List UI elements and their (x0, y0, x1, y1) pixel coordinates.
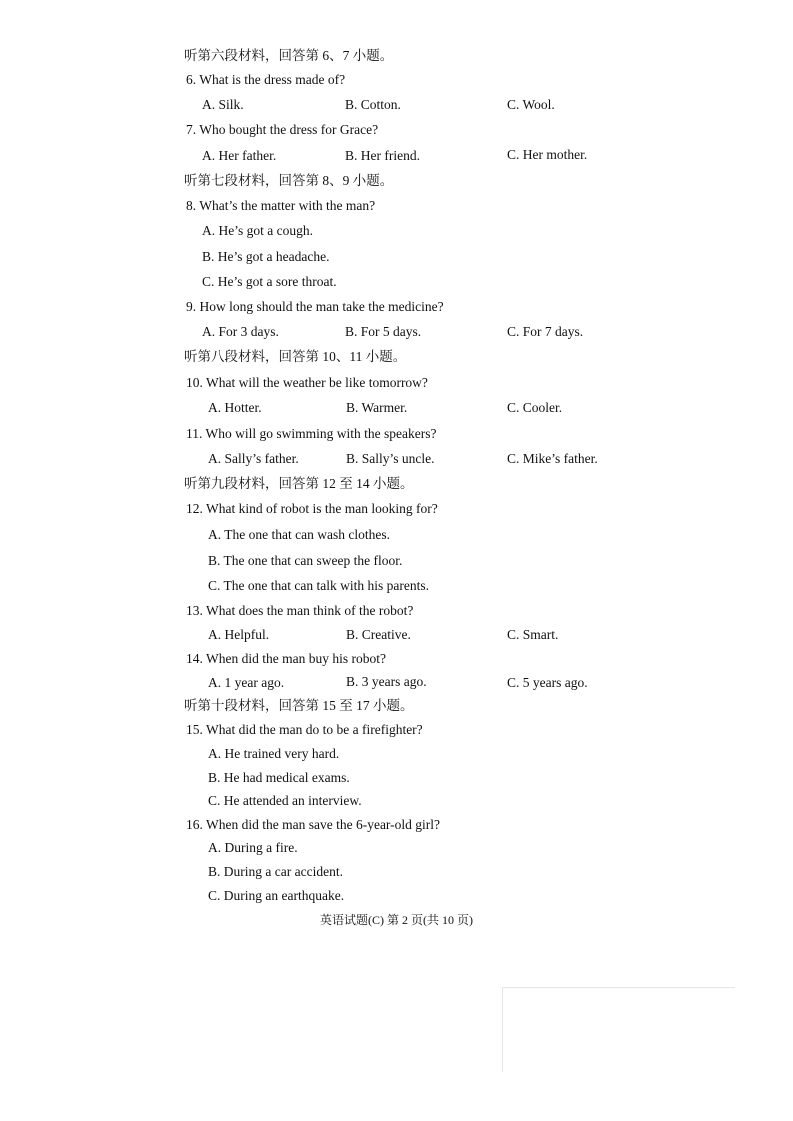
scan-artifact-box (502, 987, 735, 1072)
section-header-10: 听第十段材料，回答第 15 至 17 小题。 (184, 698, 414, 713)
question-15-option-a: A. He trained very hard. (208, 746, 340, 761)
question-9-stem: 9. How long should the man take the medicine? (186, 299, 444, 314)
question-9-option-a: A. For 3 days. (202, 324, 279, 339)
question-6-stem: 6. What is the dress made of? (186, 72, 346, 87)
question-12-stem: 12. What kind of robot is the man looking for? (186, 501, 438, 516)
question-12-option-c: C. The one that can talk with his parents. (208, 578, 429, 593)
question-8-option-a: A. He’s got a cough. (202, 223, 313, 238)
question-15-option-c: C. He attended an interview. (208, 793, 362, 808)
question-16-stem: 16. When did the man save the 6-year-old girl? (186, 817, 441, 832)
question-13-option-c: C. Smart. (507, 627, 559, 642)
question-6-option-a: A. Silk. (202, 97, 244, 112)
question-16-option-b: B. During a car accident. (208, 864, 343, 879)
page-footer: 英语试题(C) 第 2 页(共 10 页) (320, 913, 473, 927)
question-16-option-c: C. During an earthquake. (208, 888, 345, 903)
question-10-option-a: A. Hotter. (208, 400, 262, 415)
question-13-stem: 13. What does the man think of the robot? (186, 603, 414, 618)
question-11-option-b: B. Sally’s uncle. (346, 451, 435, 466)
question-8-stem: 8. What’s the matter with the man? (186, 198, 376, 213)
section-header-7: 听第七段材料，回答第 8、9 小题。 (184, 173, 394, 188)
question-10-option-b: B. Warmer. (346, 400, 408, 415)
question-15-stem: 15. What did the man do to be a firefighter? (186, 722, 423, 737)
question-8-option-c: C. He’s got a sore throat. (202, 274, 337, 289)
question-11-option-a: A. Sally’s father. (208, 451, 299, 466)
question-7-option-a: A. Her father. (202, 148, 277, 163)
question-14-option-b: B. 3 years ago. (346, 674, 427, 689)
question-14-option-c: C. 5 years ago. (507, 675, 588, 690)
question-6-option-b: B. Cotton. (345, 97, 401, 112)
question-9-option-c: C. For 7 days. (507, 324, 584, 339)
question-11-option-c: C. Mike’s father. (507, 451, 598, 466)
question-8-option-b: B. He’s got a headache. (202, 249, 330, 264)
section-header-9: 听第九段材料，回答第 12 至 14 小题。 (184, 476, 414, 491)
question-9-option-b: B. For 5 days. (345, 324, 422, 339)
question-10-option-c: C. Cooler. (507, 400, 563, 415)
section-header-8: 听第八段材料，回答第 10、11 小题。 (184, 349, 407, 364)
question-14-stem: 14. When did the man buy his robot? (186, 651, 386, 666)
question-7-option-c: C. Her mother. (507, 147, 588, 162)
question-13-option-a: A. Helpful. (208, 627, 270, 642)
section-header-6: 听第六段材料，回答第 6、7 小题。 (184, 48, 394, 63)
question-16-option-a: A. During a fire. (208, 840, 298, 855)
question-14-option-a: A. 1 year ago. (208, 675, 285, 690)
question-15-option-b: B. He had medical exams. (208, 770, 350, 785)
question-12-option-b: B. The one that can sweep the floor. (208, 553, 403, 568)
question-6-option-c: C. Wool. (507, 97, 555, 112)
question-12-option-a: A. The one that can wash clothes. (208, 527, 390, 542)
question-13-option-b: B. Creative. (346, 627, 411, 642)
question-11-stem: 11. Who will go swimming with the speakers? (186, 426, 437, 441)
question-10-stem: 10. What will the weather be like tomorrow? (186, 375, 428, 390)
question-7-stem: 7. Who bought the dress for Grace? (186, 122, 379, 137)
question-7-option-b: B. Her friend. (345, 148, 420, 163)
